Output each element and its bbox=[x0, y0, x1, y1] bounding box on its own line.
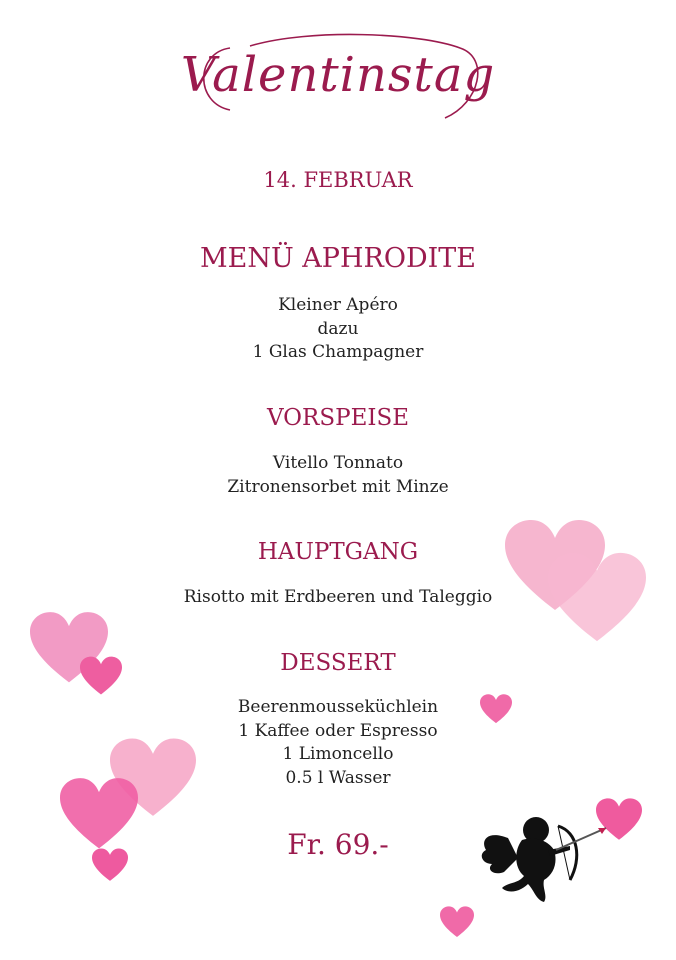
section-list-dessert bbox=[0, 696, 676, 790]
heart-icon bbox=[92, 848, 128, 882]
heart-icon bbox=[80, 656, 122, 696]
list-item: Risotto mit Erdbeeren und Taleggio bbox=[183, 587, 493, 607]
list-item: 1 Kaffee oder Espresso bbox=[238, 720, 438, 741]
section-title-hauptgang: HAUPTGANG bbox=[257, 539, 419, 565]
menu-price: Fr. 69.- bbox=[287, 828, 389, 861]
heart-icon bbox=[480, 694, 512, 724]
list-item: Vitello Tonnato bbox=[272, 453, 404, 473]
section-title-vorspeise: VORSPEISE bbox=[266, 405, 410, 431]
heart-icon bbox=[60, 778, 138, 850]
title-text: Valentinstag bbox=[180, 47, 496, 103]
list-item: dazu bbox=[317, 318, 359, 339]
list-item: 1 Limoncello bbox=[282, 744, 394, 764]
section-title-dessert: DESSERT bbox=[280, 650, 396, 676]
list-item: 1 Glas Champagner bbox=[252, 342, 424, 362]
event-date: 14. FEBRUAR bbox=[263, 168, 413, 192]
list-item: Beerenmousseküchlein bbox=[237, 697, 439, 717]
menu-title: MENÜ APHRODITE bbox=[199, 243, 477, 274]
page-title bbox=[0, 20, 676, 130]
heart-icon bbox=[548, 552, 646, 644]
list-item: 0.5 l Wasser bbox=[285, 767, 391, 788]
list-item: Zitronensorbet mit Minze bbox=[227, 476, 449, 497]
heart-icon bbox=[440, 906, 474, 938]
cupid-icon bbox=[478, 810, 618, 910]
list-item: Kleiner Apéro bbox=[278, 295, 398, 315]
intro-list bbox=[0, 294, 676, 365]
section-list-vorspeise bbox=[0, 452, 676, 499]
